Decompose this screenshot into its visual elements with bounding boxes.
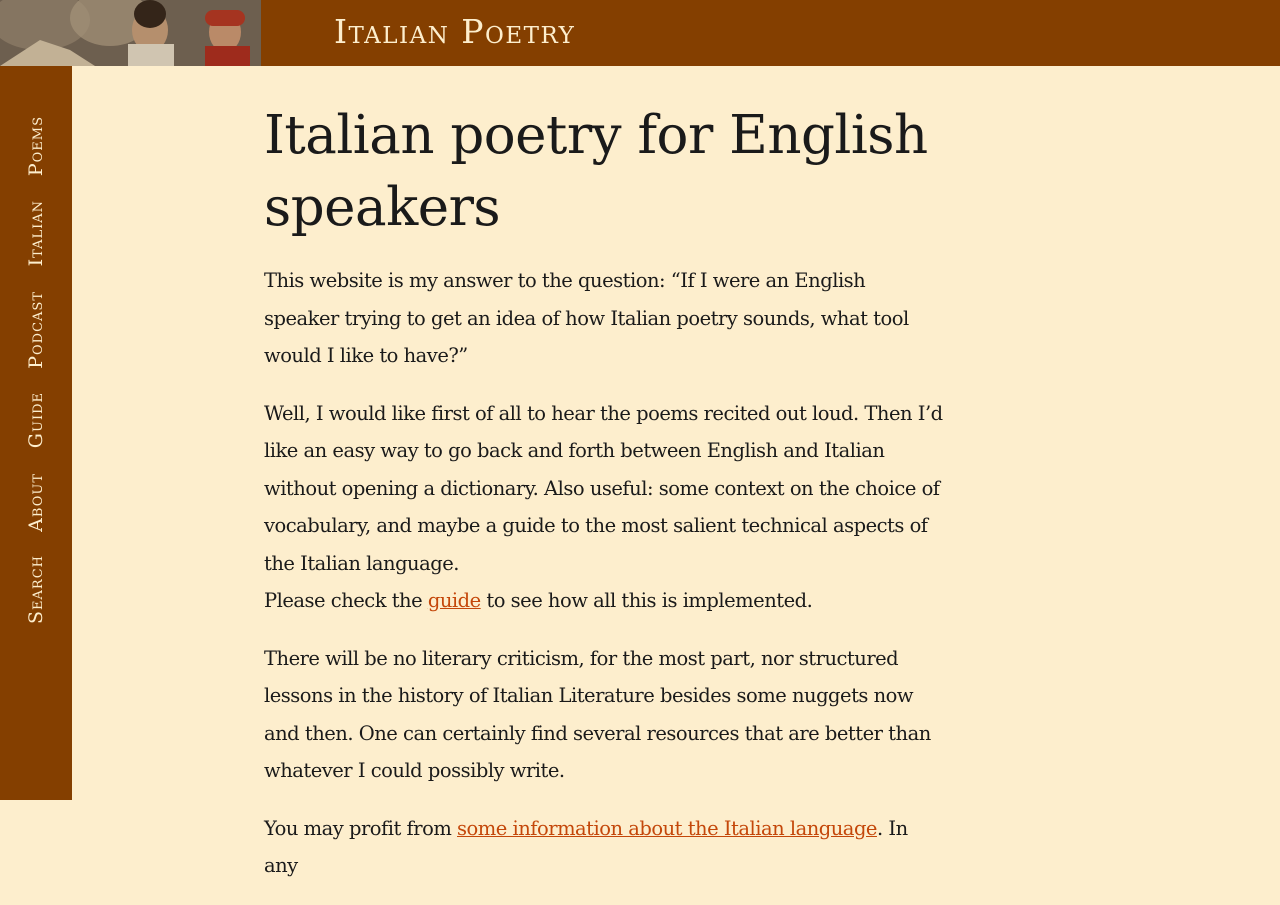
site-title-link[interactable]: Italian Poetry [334,12,576,51]
sidebar-item-guide[interactable]: Guide [25,392,47,449]
disclaimer-paragraph: There will be no literary criticism, for the most part, nor structured lessons in the history of Italian Literature besides some nuggets now and then. One can certainly find several resources that are better than whatever I could possibly write. [264,646,931,782]
guide-text-before: Please check the [264,589,428,612]
intro-paragraph: This website is my answer to the question: “If I were an English speaker trying to get an idea of how Italian poetry sounds, what tool would I like to have?” [264,269,909,367]
sidebar-nav [0,66,72,800]
guide-paragraph [264,582,944,620]
sidebar-item-about[interactable]: About [25,472,47,532]
language-text-before: You may profit from [264,816,458,840]
guide-link[interactable]: guide [427,589,481,612]
sidebar-item-search[interactable]: Search [25,555,47,625]
sidebar-item-poems[interactable]: Poems [25,116,47,177]
sidebar-item-podcast[interactable]: Podcast [25,290,47,369]
sidebar-nav-list [23,116,49,648]
site-header [0,0,1280,66]
main-content [264,100,944,905]
banner-painting [0,0,261,66]
wishlist-paragraph: Well, I would like first of all to hear the poems recited out loud. Then I’d like an easy way to go back and forth between English and Italian without opening a dictionary. Also useful: some context on the choice of vocabulary, and maybe a guide to the most salient technical aspects of the Italian language. [264,401,943,575]
language-text-after: . In any [264,816,908,877]
page-title: Italian poetry for English speakers [264,105,928,238]
banner-image [0,0,261,66]
language-info-paragraph [264,810,944,885]
language-info-link[interactable]: some information about the Italian language [457,816,877,840]
guide-text-after: to see how all this is implemented. [480,589,813,612]
sidebar-item-italian[interactable]: Italian [25,200,47,267]
